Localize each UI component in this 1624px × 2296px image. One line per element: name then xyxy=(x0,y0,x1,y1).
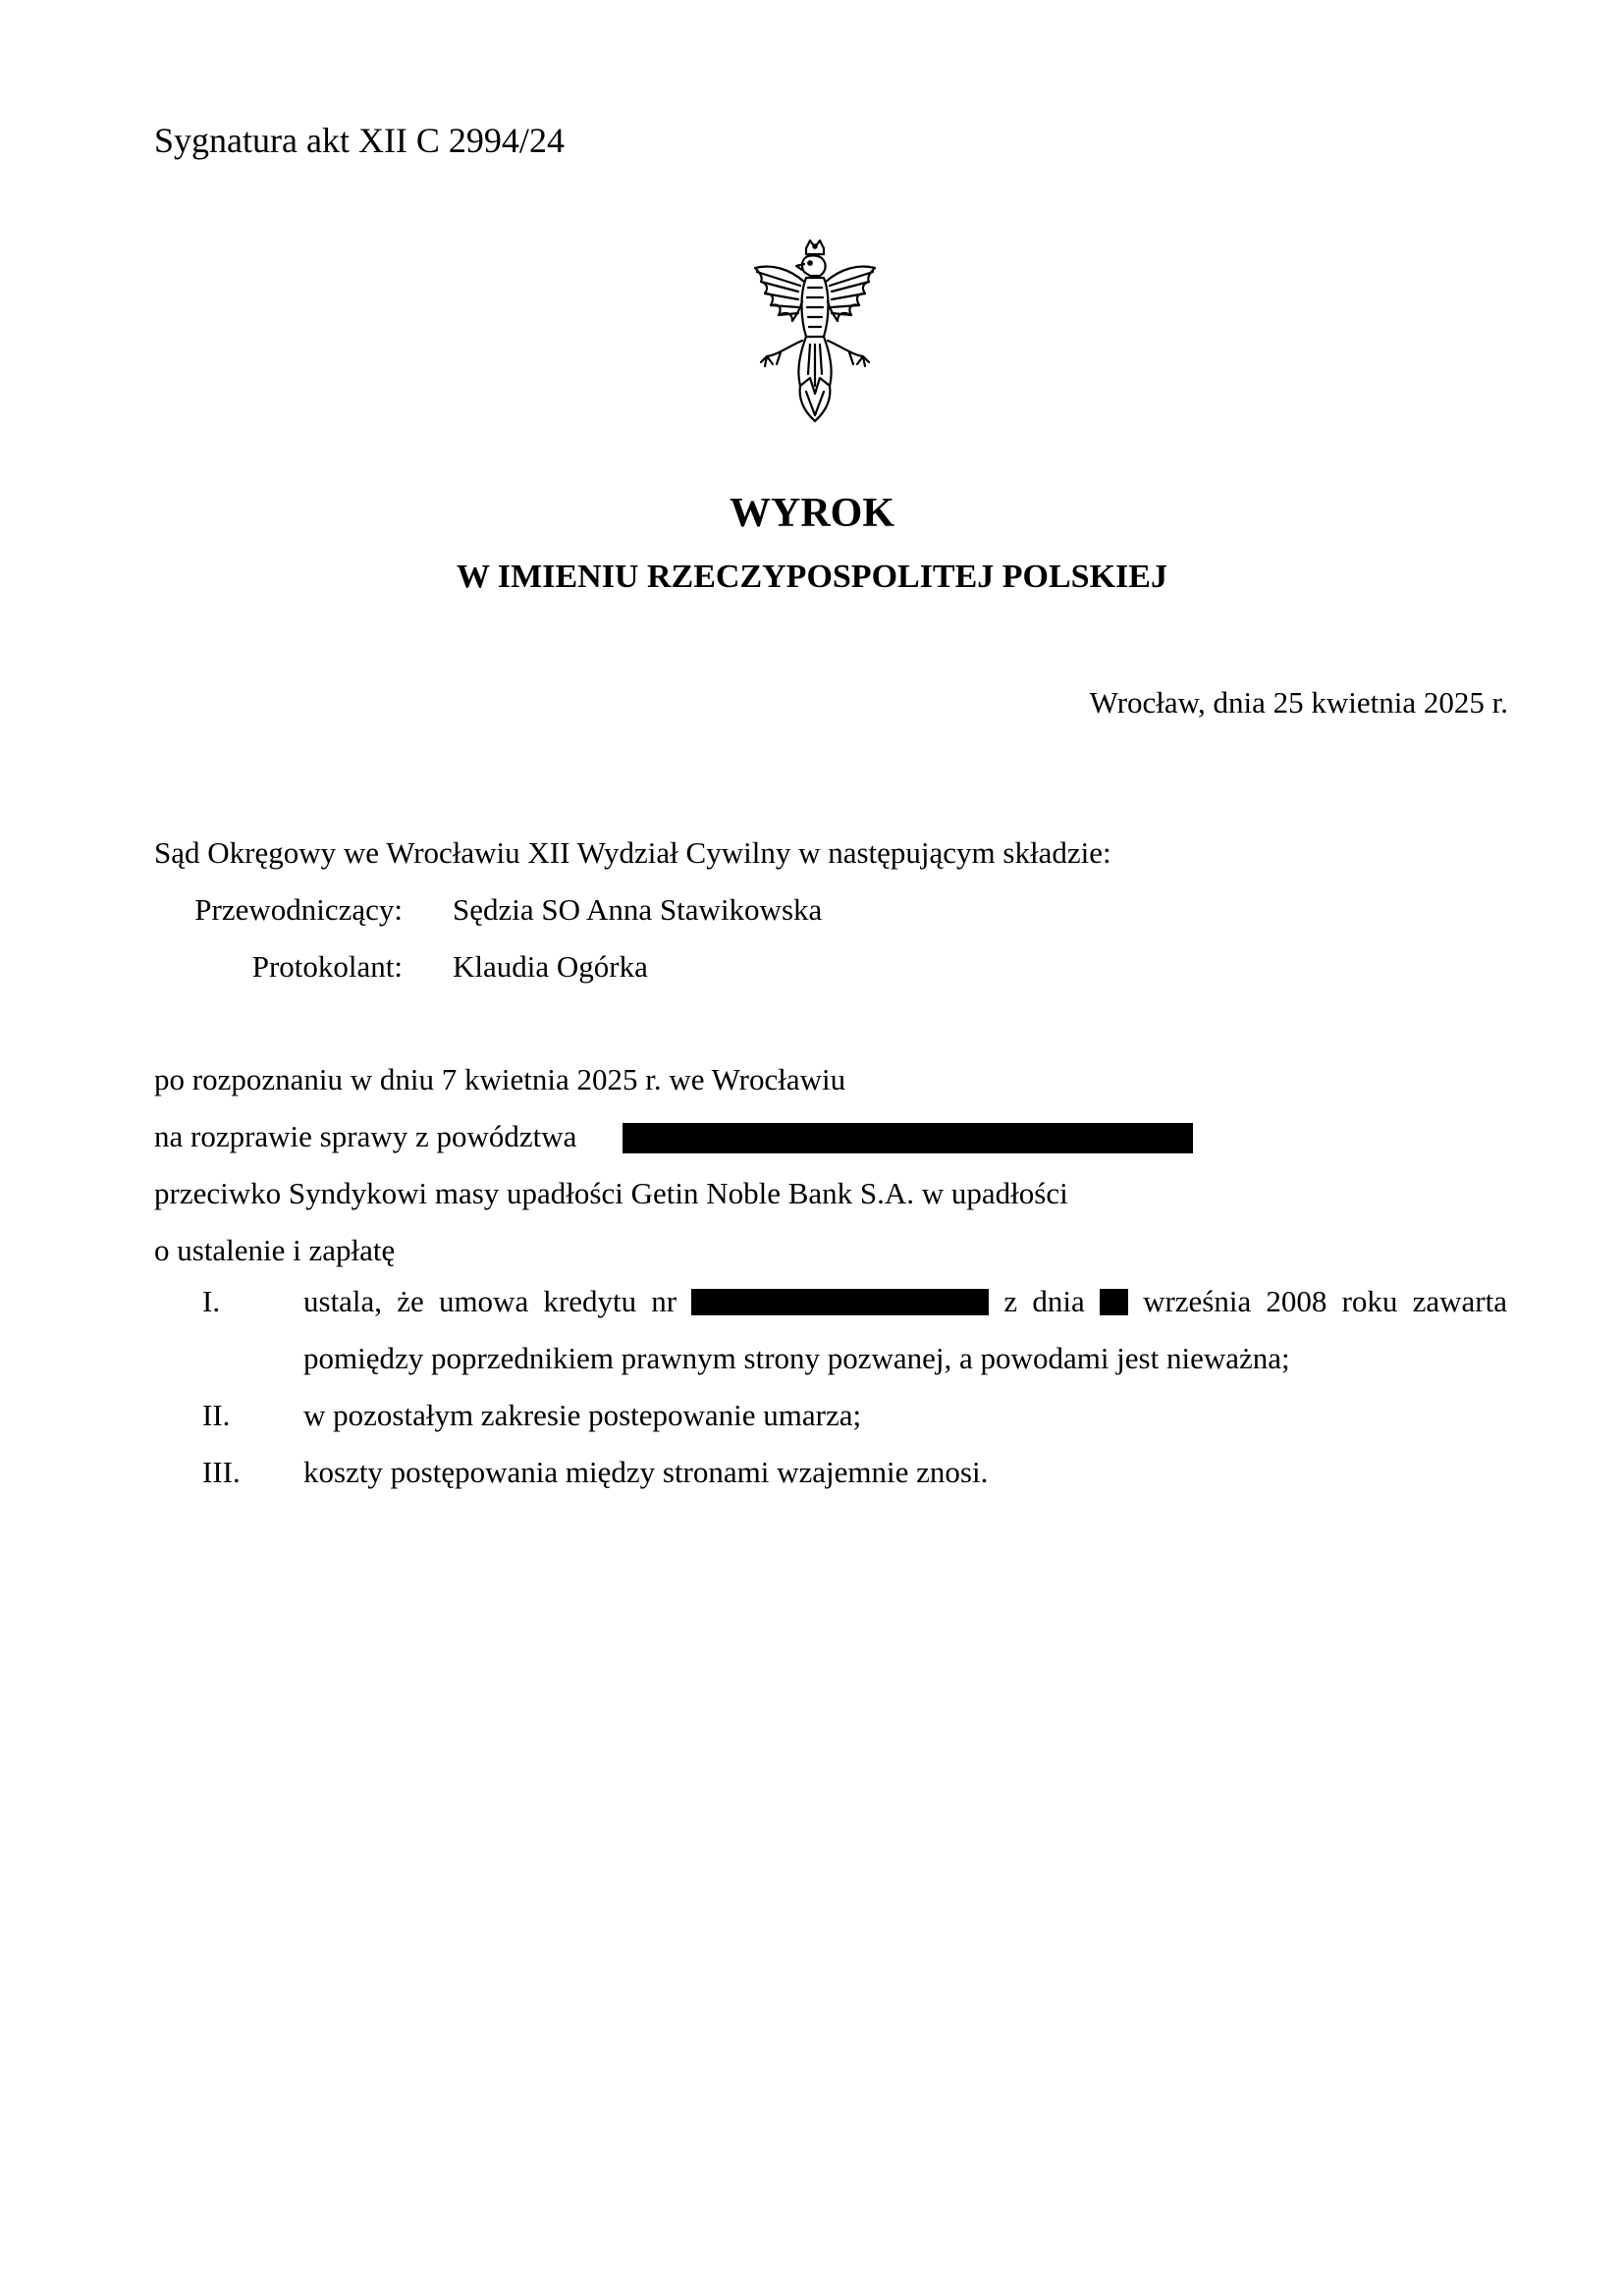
redacted-plaintiff-names xyxy=(623,1123,1193,1153)
court-reporter-name: Klaudia Ogórka xyxy=(453,949,648,984)
judgment-subtitle: W IMIENIU RZECZYPOSPOLITEJ POLSKIEJ xyxy=(457,559,1167,595)
polish-eagle-emblem-icon xyxy=(741,239,889,425)
court-composition-intro: Sąd Okręgowy we Wrocławiu XII Wydział Cywilny w następującym składzie: xyxy=(154,835,1111,870)
ruling-item-text: ustala, że umowa kredytu nr z dnia września 2008 roku zawarta xyxy=(303,1284,1507,1318)
ruling-item-text: koszty postępowania między stronami wzajemnie znosi. xyxy=(303,1455,989,1489)
place-and-date: Wrocław, dnia 25 kwietnia 2025 r. xyxy=(1089,685,1508,720)
case-line: na rozprawie sprawy z powództwa xyxy=(154,1119,577,1153)
ruling-item-number: I. xyxy=(202,1284,221,1318)
presiding-judge-label: Przewodniczący: xyxy=(194,892,403,927)
court-reporter-label: Protokolant: xyxy=(251,949,403,984)
ruling-item-number: II. xyxy=(202,1398,231,1432)
judgment-title: WYROK xyxy=(730,491,894,536)
ruling-item-number: III. xyxy=(202,1455,241,1489)
hearing-line: po rozpoznaniu w dniu 7 kwietnia 2025 r. we Wrocławiu xyxy=(154,1062,846,1096)
ruling-item-text: w pozostałym zakresie postepowanie umarza; xyxy=(303,1398,862,1432)
ruling-item-continuation: pomiędzy poprzednikiem prawnym strony pozwanej, a powodami jest nieważna; xyxy=(303,1341,1290,1375)
redacted-day xyxy=(1100,1289,1128,1315)
defendant-line: przeciwko Syndykowi masy upadłości Getin Noble Bank S.A. w upadłości xyxy=(154,1176,1068,1210)
case-signature: Sygnatura akt XII C 2994/24 xyxy=(154,121,565,160)
subject-line: o ustalenie i zapłatę xyxy=(154,1233,396,1267)
redacted-contract-number xyxy=(691,1289,989,1315)
presiding-judge-name: Sędzia SO Anna Stawikowska xyxy=(453,892,823,927)
